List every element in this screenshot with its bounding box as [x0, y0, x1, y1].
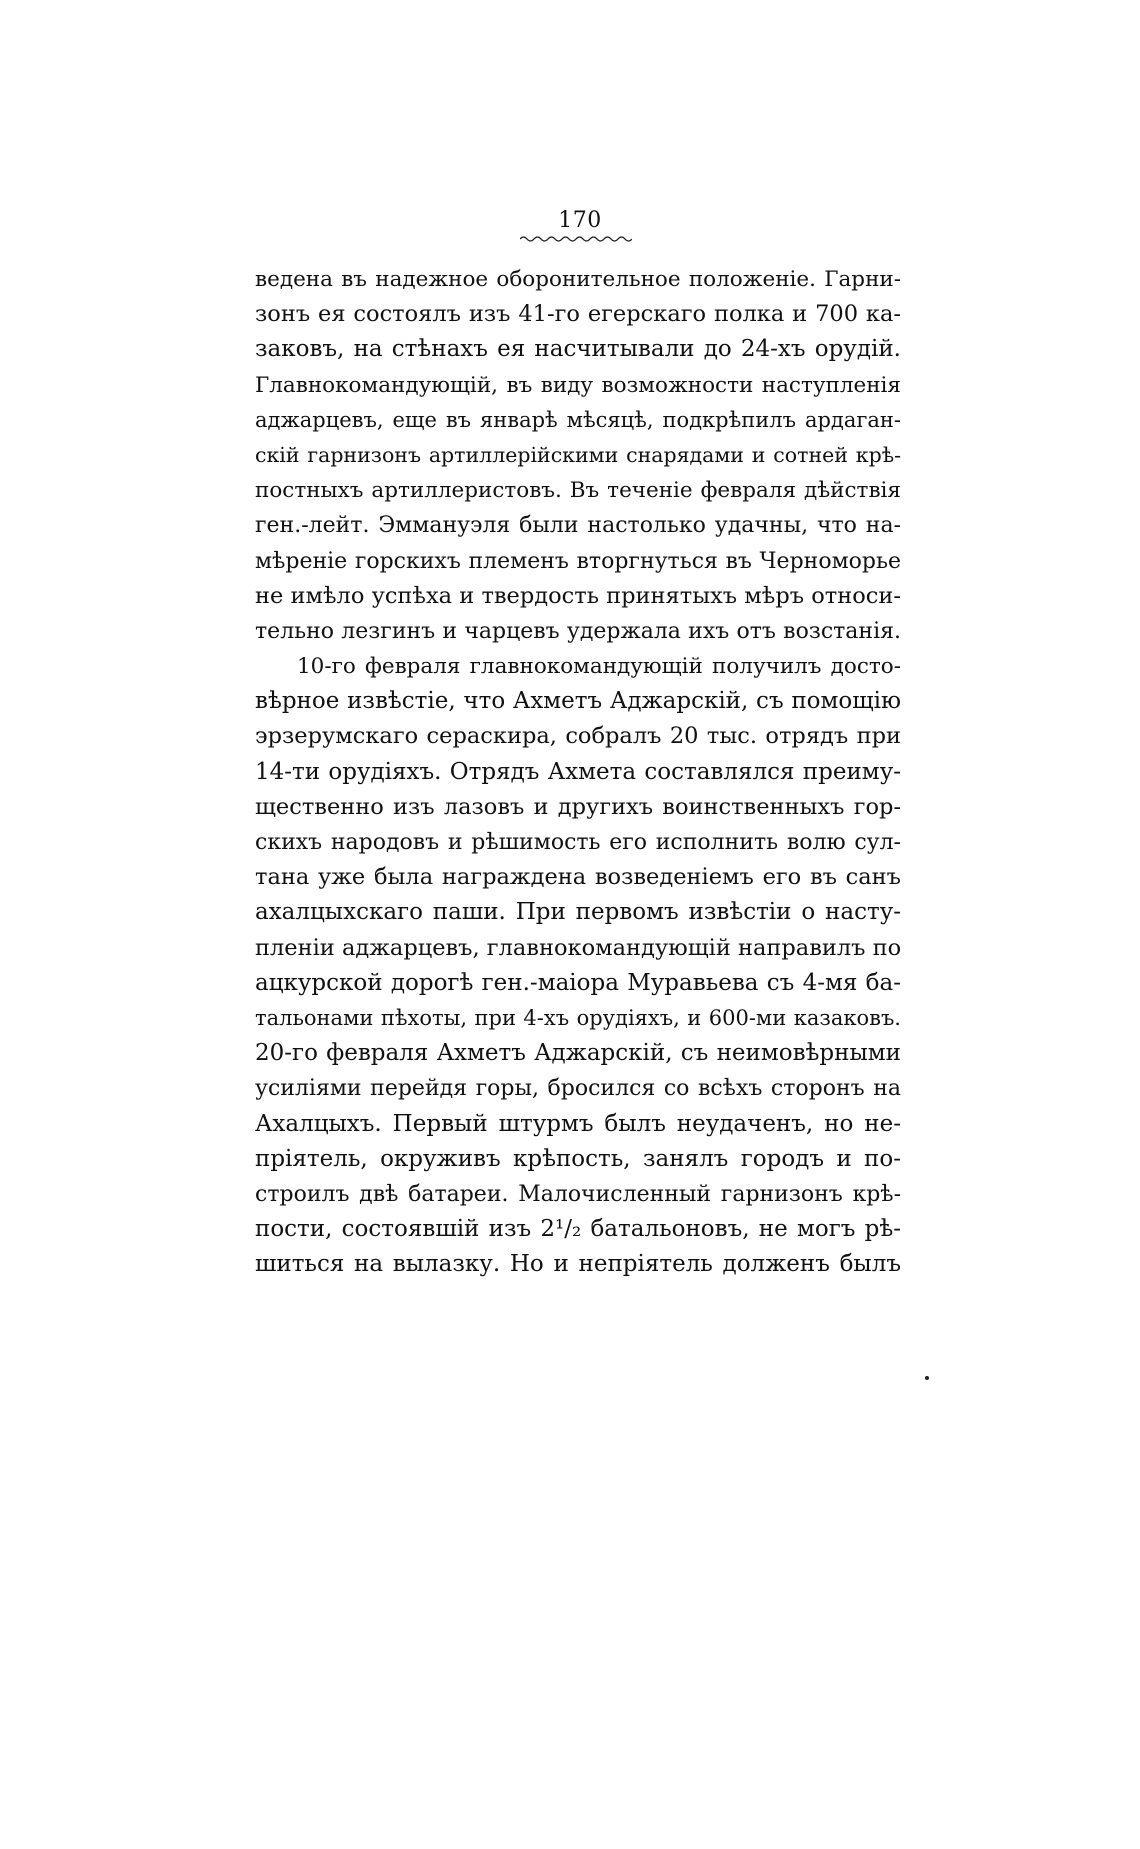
text-line: Ахалцыхъ. Первый штурмъ былъ неудаченъ, но не- — [255, 1110, 901, 1137]
body-text — [255, 262, 901, 1282]
text-line: щественно изъ лазовъ и другихъ воинственныхъ гор- — [255, 793, 901, 820]
text-line: ахалцыхскаго паши. При первомъ извѣстіи о насту- — [255, 899, 901, 926]
paragraph-start-line: 10-го февраля главнокомандующій получилъ досто- — [297, 654, 901, 680]
text-line: заковъ, на стѣнахъ ея насчитывали до 24-хъ орудій. — [255, 336, 901, 363]
text-line: ацкурской дорогѣ ген.-маіора Муравьева съ 4-мя ба- — [255, 969, 901, 996]
page-number: 170 — [558, 208, 602, 233]
text-line: пленіи аджарцевъ, главнокомандующій направилъ по — [255, 934, 902, 961]
text-line: пріятель, окруживъ крѣпость, занялъ городъ и по- — [255, 1145, 901, 1172]
text-line: строилъ двѣ батареи. Малочисленный гарнизонъ крѣ- — [255, 1181, 901, 1207]
text-line: Главнокомандующій, въ виду возможности наступленія — [255, 372, 901, 398]
text-line: мѣреніе горскихъ племенъ вторгнуться въ Черноморье — [255, 548, 901, 574]
text-line: тальонами пѣхоты, при 4-хъ орудіяхъ, и 600-ми казаковъ. — [255, 1005, 901, 1030]
text-line: эрзерумскаго сераскира, собралъ 20 тыс. отрядъ при — [255, 723, 901, 750]
text-line: шиться на вылазку. Но и непріятель долженъ былъ — [255, 1251, 901, 1278]
text-line: аджарцевъ, еще въ январѣ мѣсяцѣ, подкрѣпилъ ардаган- — [255, 407, 901, 432]
text-line: тельно лезгинъ и чарцевъ удержала ихъ отъ возстанія. — [255, 618, 901, 644]
text-line: 20-го февраля Ахметъ Аджарскій, съ неимовѣрными — [255, 1040, 901, 1067]
text-line: зонъ ея состоялъ изъ 41-го егерскаго полка и 700 ка- — [255, 301, 901, 328]
text-line: пости, состоявшій изъ 2¹/₂ батальоновъ, не могъ рѣ- — [255, 1216, 901, 1243]
text-line: скихъ народовъ и рѣшимость его исполнить волю сул- — [255, 830, 901, 855]
text-line: ген.-лейт. Эммануэля были настолько удачны, что на- — [255, 513, 901, 539]
text-line: не имѣло успѣха и твердость принятыхъ мѣръ относи- — [255, 582, 901, 609]
text-line: ведена въ надежное оборонительное положеніе. Гарни- — [255, 267, 901, 292]
text-line: тана уже была награждена возведеніемъ его въ санъ — [255, 864, 901, 891]
text-line: усиліями перейдя горы, бросился со всѣхъ сторонъ на — [255, 1076, 901, 1102]
text-line: постныхъ артиллеристовъ. Въ теченіе февраля дѣйствія — [255, 478, 901, 504]
scan-speck — [925, 1376, 929, 1380]
page-number-ornament — [520, 234, 632, 244]
text-line: скій гарнизонъ артиллерійскими снарядами и сотней крѣ- — [255, 442, 901, 467]
text-line: вѣрное извѣстіе, что Ахметъ Аджарскій, съ помощію — [255, 688, 901, 715]
text-line: 14-ти орудіяхъ. Отрядъ Ахмета составлялся преиму- — [255, 758, 901, 785]
